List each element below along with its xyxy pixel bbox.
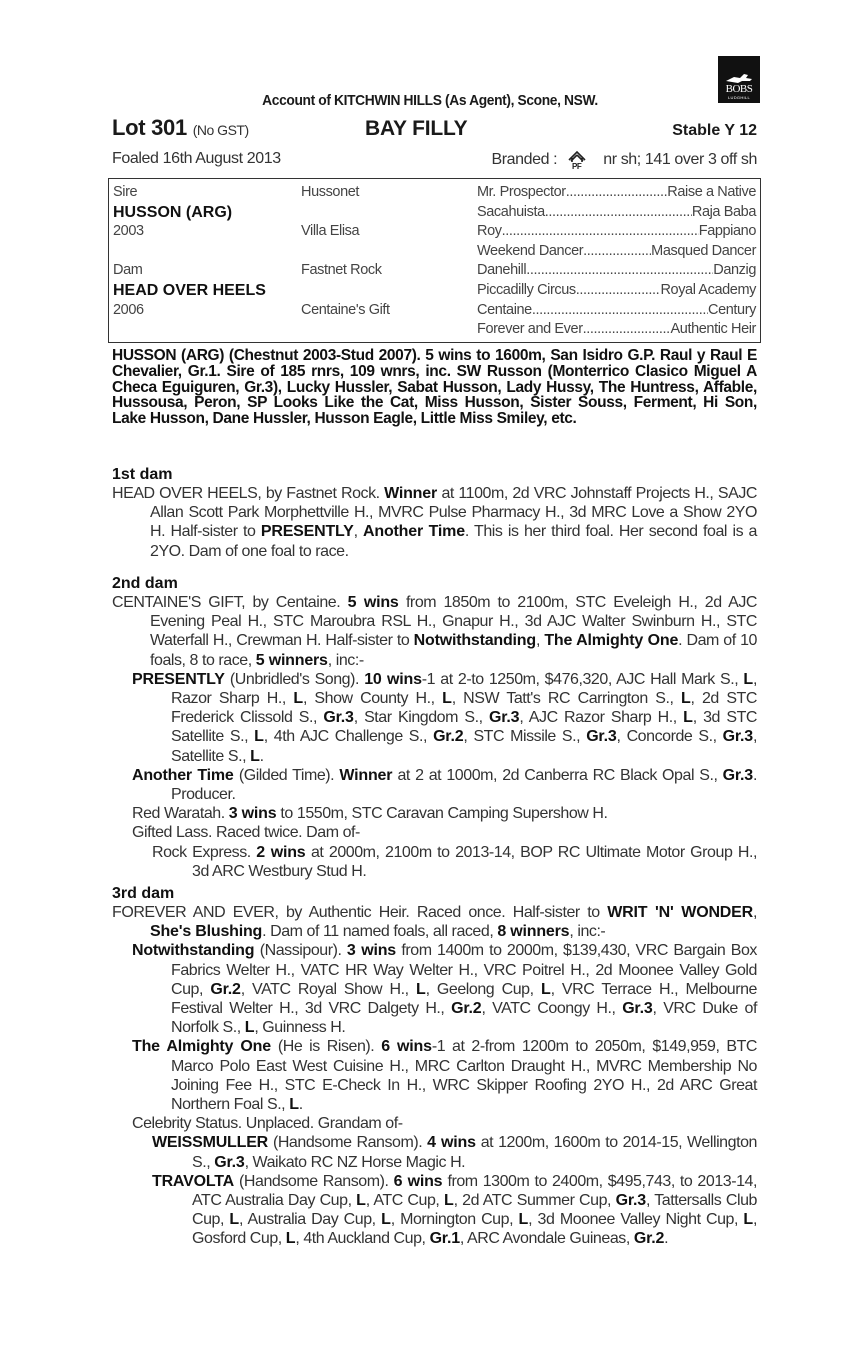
text-run: at 1100m, 2d VRC Johnstaff Projects H., SAJC Allan Scott Park Morphettville H., MVRC Pulse Pharmacy H., 3d MRC Love a Show 2YO H. Half-sister to	[150, 485, 757, 541]
sire-summary: HUSSON (ARG) (Chestnut 2003-Stud 2007). 5 wins to 1600m, San Isidro G.P. Raul y Raul E Chevalier, Gr.1. Sire of 185 rnrs, 109 wnrs, inc. SW Russon (Monterrico Clasico Miguel A Checa Eguiguren, Gr.3), Lucky Hussler, Sabat Husson, Lady Hussy, The Huntress, Affable, Hussousa, Peron, SP Looks Like the Cat, Miss Husson, Sister Souss, Ferment, Hi Son, Lake Husson, Dane Hussler, Husson Eagle, Little Miss Smiley, etc.	[112, 347, 757, 428]
leader-dots	[583, 243, 651, 259]
bold-text-run: Notwithstanding	[413, 632, 536, 650]
text-run: , 3d STC Satellite S.,	[171, 709, 758, 746]
pedigree-col1: Dam	[113, 262, 143, 279]
bold-text-run: 8 winners	[497, 923, 570, 941]
grandsire-name: Weekend Dancer	[477, 242, 584, 259]
bold-text-run: L	[442, 690, 452, 708]
pedigree-col1: HEAD OVER HEELS	[113, 282, 266, 299]
lot-header	[112, 115, 757, 141]
first-dam-section	[112, 466, 757, 561]
text-run: (Unbridled's Song).	[224, 670, 365, 688]
text-run: (Handsome Ransom).	[233, 1172, 394, 1190]
bold-text-run: The Almighty One	[544, 632, 679, 650]
pedigree-col2: Fastnet Rock	[301, 262, 382, 279]
bold-text-run: L	[381, 1211, 391, 1229]
text-run: .	[664, 1230, 669, 1248]
text-run: , inc:-	[569, 923, 606, 941]
bold-text-run: Gr.2	[210, 980, 241, 998]
bold-text-run: Gr.3	[586, 728, 617, 746]
text-run: , Star Kingdom S.,	[353, 709, 489, 727]
pedigree-col2: Villa Elisa	[301, 223, 360, 240]
vendor-account: Account of KITCHWIN HILLS (As Agent), Scone, NSW.	[262, 92, 598, 109]
text-run: , 2d STC Frederick Clissold S.,	[171, 690, 757, 727]
bold-text-run: She's Blushing	[150, 923, 263, 941]
pedigree-row	[109, 321, 760, 341]
bold-text-run: Another Time	[363, 523, 465, 541]
stable-number: Stable Y 12	[672, 122, 757, 139]
pedigree-entry	[112, 804, 757, 823]
text-run: .	[259, 747, 264, 765]
text-run: -1 at 2-from 1200m to 2050m, $149,959, BTC Marco Polo East West Cuisine H., MRC Carlton Draught H., MVRC Membership No Joining Fee H., STC E-Check In H., WRC Skipper Roofing 2YO H., 2d ARC Great Northern Foal S.,	[171, 1038, 758, 1114]
text-run: , ATC Cup,	[365, 1192, 444, 1210]
text-run: at 2000m, 2100m to 2013-14, BOP RC Ultimate Motor Group H., 3d ARC Westbury Stud H.	[192, 843, 757, 880]
pedigree-col1: HUSSON (ARG)	[113, 203, 233, 221]
text-run: to 1550m, STC Caravan Camping Supershow H.	[276, 805, 608, 823]
foaling-info	[112, 150, 757, 168]
leader-dots	[566, 184, 668, 200]
leader-dots	[583, 321, 671, 337]
pedigree-col3	[477, 223, 756, 239]
text-run: . Dam of 11 named foals, all raced,	[262, 923, 498, 941]
bold-text-run: L	[254, 728, 264, 746]
section-heading: 3rd dam	[112, 885, 175, 902]
bold-text-run: PRESENTLY	[260, 523, 354, 541]
pedigree-col3	[477, 184, 756, 200]
pedigree-entry	[112, 1037, 757, 1114]
text-run: Celebrity Status. Unplaced. Grandam of-	[132, 1115, 403, 1133]
text-run: from 1300m to 2400m, $495,743, to 2013-14, ATC Australia Day Cup,	[192, 1172, 757, 1210]
grandsire-name: Sacahuista	[477, 203, 545, 220]
bold-text-run: L	[293, 690, 303, 708]
bold-text-run: PRESENTLY	[132, 670, 225, 688]
text-run: . This is her third foal. Her second foal is a 2YO. Dam of one foal to race.	[150, 523, 757, 560]
text-run: , Show County H.,	[302, 690, 443, 708]
text-run: , 3d Moonee Valley Night Cup,	[528, 1211, 744, 1229]
bold-text-run: L	[743, 1211, 753, 1229]
great-grandsire-name: Raja Baba	[691, 203, 756, 220]
text-run: FOREVER AND EVER, by Authentic Heir. Raced once. Half-sister to	[112, 904, 608, 921]
pedigree-entry	[112, 1172, 757, 1249]
pedigree-row	[109, 204, 760, 224]
bold-text-run: 6 wins	[381, 1038, 432, 1056]
pedigree-entry	[112, 903, 757, 941]
text-run: , VRC Duke of Norfolk S.,	[171, 1000, 757, 1037]
branded-label: Branded :	[491, 151, 558, 168]
text-run: , Waikato RC NZ Horse Magic H.	[244, 1153, 466, 1171]
text-run: at 1200m, 1600m to 2014-15, Wellington S.,	[192, 1134, 757, 1171]
text-run: , Razor Sharp H.,	[171, 670, 757, 708]
pedigree-col3	[477, 243, 756, 259]
great-grandsire-name: Century	[708, 301, 756, 318]
section-heading: 2nd dam	[112, 575, 178, 592]
pedigree-row	[109, 282, 760, 302]
bold-text-run: L	[356, 1192, 366, 1210]
text-run: , NSW Tatt's RC Carrington S.,	[451, 690, 681, 708]
branded-text: nr sh; 141 over 3 off sh	[603, 151, 757, 168]
bold-text-run: WRIT 'N' WONDER	[607, 904, 753, 921]
pedigree-col3	[477, 282, 756, 298]
leader-dots	[502, 223, 699, 239]
pedigree-col3	[477, 302, 756, 318]
text-run: HEAD OVER HEELS, by Fastnet Rock.	[112, 485, 385, 502]
pedigree-col1: 2006	[113, 301, 144, 318]
bold-text-run: Gr.3	[488, 709, 520, 727]
pedigree-entry	[112, 1114, 757, 1133]
leader-dots	[526, 262, 713, 278]
bold-text-run: Notwithstanding	[132, 942, 255, 960]
text-run: . Dam of 10 foals, 8 to race,	[150, 632, 757, 669]
leader-dots	[545, 204, 692, 220]
text-run: ,	[353, 523, 364, 541]
lot-number	[112, 115, 249, 141]
text-run: , Gosford Cup,	[192, 1211, 757, 1248]
text-run: , Concorde S.,	[616, 728, 723, 746]
text-run: , 4th Auckland Cup,	[295, 1230, 430, 1248]
bold-text-run: Gr.1	[429, 1230, 460, 1248]
text-run: , inc:-	[327, 651, 364, 669]
pedigree-entry	[112, 484, 757, 561]
pedigree-entry	[112, 670, 757, 766]
text-run: , Australia Day Cup,	[239, 1211, 382, 1229]
section-heading: 1st dam	[112, 466, 173, 483]
text-run: ,	[535, 632, 545, 650]
bold-text-run: Gr.3	[622, 1000, 653, 1018]
bold-text-run: L	[743, 670, 753, 688]
text-run: , VATC Coongy H.,	[481, 1000, 623, 1018]
brand-info	[491, 150, 757, 170]
pedigree-row	[109, 262, 760, 282]
text-run: , 2d ATC Summer Cup,	[453, 1192, 616, 1210]
logo-text: BOBS	[725, 83, 753, 95]
grandsire-name: Piccadilly Circus	[477, 282, 576, 298]
text-run: , VRC Terrace H., Melbourne Festival Welter H., 3d VRC Dalgety H.,	[171, 980, 757, 1018]
grandsire-name: Roy	[477, 223, 502, 240]
bold-text-run: TRAVOLTA	[152, 1172, 234, 1190]
bold-text-run: The Almighty One	[132, 1038, 271, 1056]
gst-note: (No GST)	[192, 122, 249, 138]
text-run: , Tattersalls Club Cup,	[192, 1192, 757, 1229]
text-run: (He is Risen).	[270, 1038, 382, 1056]
bold-text-run: 2 wins	[256, 843, 306, 861]
pedigree-entry	[112, 593, 757, 670]
text-run: , VATC Royal Show H.,	[240, 980, 416, 998]
bold-text-run: 4 wins	[427, 1134, 476, 1152]
bold-text-run: Gr.2	[633, 1230, 665, 1248]
lot-label: Lot 301	[112, 115, 187, 140]
text-run: ,	[752, 904, 757, 921]
text-run: .	[298, 1096, 303, 1114]
leader-dots	[576, 282, 661, 298]
bold-text-run: WEISSMULLER	[152, 1134, 269, 1152]
text-run: Red Waratah.	[132, 805, 229, 823]
bold-text-run: Gr.3	[722, 766, 753, 784]
pedigree-row	[109, 243, 760, 263]
text-run: from 1400m to 2000m, $139,430, VRC Bargain Box Fabrics Welter H., VATC HR Way Welter H., VRC Poitrel H., 2d Moonee Valley Gold Cup,	[171, 942, 757, 998]
great-grandsire-name: Fappiano	[698, 223, 756, 240]
great-grandsire-name: Royal Academy	[660, 282, 756, 298]
text-run: , AJC Razor Sharp H.,	[519, 709, 684, 727]
leader-dots	[532, 302, 708, 318]
bold-text-run: L	[540, 980, 551, 998]
house-brand-icon	[567, 150, 587, 170]
text-run: , Satellite S.,	[171, 728, 757, 765]
foaled-date: Foaled 16th August 2013	[112, 150, 281, 167]
text-run: Rock Express.	[152, 843, 257, 861]
grandsire-name: Centaine	[477, 301, 532, 318]
bold-text-run: Gr.3	[214, 1153, 245, 1171]
bold-text-run: L	[683, 709, 693, 727]
bold-text-run: 6 wins	[393, 1172, 443, 1190]
great-grandsire-name: Raise a Native	[667, 184, 756, 200]
text-run: from 1850m to 2100m, STC Eveleigh H., 2d AJC Evening Peal H., STC Maroubra RSL H., Gnapur H., 3d AJC Walter Swinburn H., STC Waterfall H., Crewman H. Half-sister to	[150, 594, 757, 650]
text-run: -1 at 2-to 1250m, $476,320, AJC Hall Mark S.,	[421, 670, 744, 688]
bold-text-run: 5 winners	[255, 651, 328, 669]
bold-text-run: L	[285, 1230, 296, 1248]
bold-text-run: Winner	[384, 485, 437, 502]
bold-text-run: L	[229, 1211, 239, 1229]
bold-text-run: Winner	[339, 766, 393, 784]
pedigree-table	[108, 178, 761, 343]
grandsire-name: Mr. Prospector	[477, 184, 566, 200]
text-run: CENTAINE'S GIFT, by Centaine.	[112, 594, 348, 611]
text-run: (Gilded Time).	[233, 766, 340, 784]
great-grandsire-name: Danzig	[713, 262, 756, 279]
text-run: Gifted Lass. Raced twice. Dam of-	[132, 824, 360, 842]
pedigree-col3	[477, 204, 756, 220]
svg-text:PF: PF	[572, 162, 582, 170]
pedigree-entry	[112, 941, 757, 1037]
grandsire-name: Forever and Ever	[477, 321, 583, 338]
great-grandsire-name: Masqued Dancer	[651, 242, 756, 259]
bold-text-run: Gr.3	[722, 728, 753, 746]
bold-text-run: L	[680, 690, 691, 708]
pedigree-row	[109, 302, 760, 322]
pedigree-col1: Sire	[113, 184, 138, 200]
pedigree-col2: Centaine's Gift	[301, 301, 390, 318]
bold-text-run: L	[443, 1192, 454, 1210]
bold-text-run: 5 wins	[347, 594, 399, 611]
text-run: , STC Missile S.,	[463, 728, 587, 746]
text-run: , 4th AJC Challenge S.,	[263, 728, 434, 746]
pedigree-row	[109, 223, 760, 243]
lot-title: BAY FILLY	[365, 117, 468, 140]
bold-text-run: 3 wins	[228, 805, 277, 823]
bold-text-run: L	[250, 747, 260, 765]
bold-text-run: L	[289, 1096, 299, 1114]
text-run: , ARC Avondale Guineas,	[459, 1230, 634, 1248]
pedigree-entry	[112, 766, 757, 804]
pedigree-entry	[112, 843, 757, 881]
bold-text-run: 3 wins	[346, 942, 396, 960]
pedigree-col1: 2003	[113, 223, 144, 240]
pedigree-entry	[112, 1133, 757, 1171]
third-dam-section	[112, 885, 757, 1249]
text-run: at 2 at 1000m, 2d Canberra RC Black Opal S.,	[392, 766, 723, 784]
logo-subtext: LUDGHILL	[728, 95, 750, 100]
pedigree-col2: Hussonet	[301, 184, 360, 200]
text-run: , Guinness H.	[254, 1019, 346, 1037]
pedigree-row	[109, 184, 760, 204]
bold-text-run: Gr.3	[323, 709, 354, 727]
pedigree-col3	[477, 262, 756, 278]
pedigree-entry	[112, 823, 757, 842]
bold-text-run: Another Time	[132, 766, 234, 784]
pedigree-col3	[477, 321, 756, 337]
text-run: . Producer.	[171, 766, 757, 804]
great-grandsire-name: Authentic Heir	[670, 321, 756, 338]
grandsire-name: Danehill	[477, 262, 527, 279]
bold-text-run: L	[244, 1019, 255, 1037]
bold-text-run: L	[415, 980, 426, 998]
second-dam-section	[112, 575, 757, 881]
text-run: , Geelong Cup,	[425, 980, 541, 998]
bold-text-run: Gr.3	[615, 1192, 646, 1210]
text-run: (Handsome Ransom).	[268, 1134, 428, 1152]
text-run: (Nassipour).	[254, 942, 347, 960]
bold-text-run: L	[518, 1211, 529, 1229]
text-run: , Mornington Cup,	[390, 1211, 519, 1229]
bold-text-run: Gr.2	[433, 728, 464, 746]
bold-text-run: 10 wins	[364, 670, 422, 688]
bold-text-run: Gr.2	[451, 1000, 482, 1018]
